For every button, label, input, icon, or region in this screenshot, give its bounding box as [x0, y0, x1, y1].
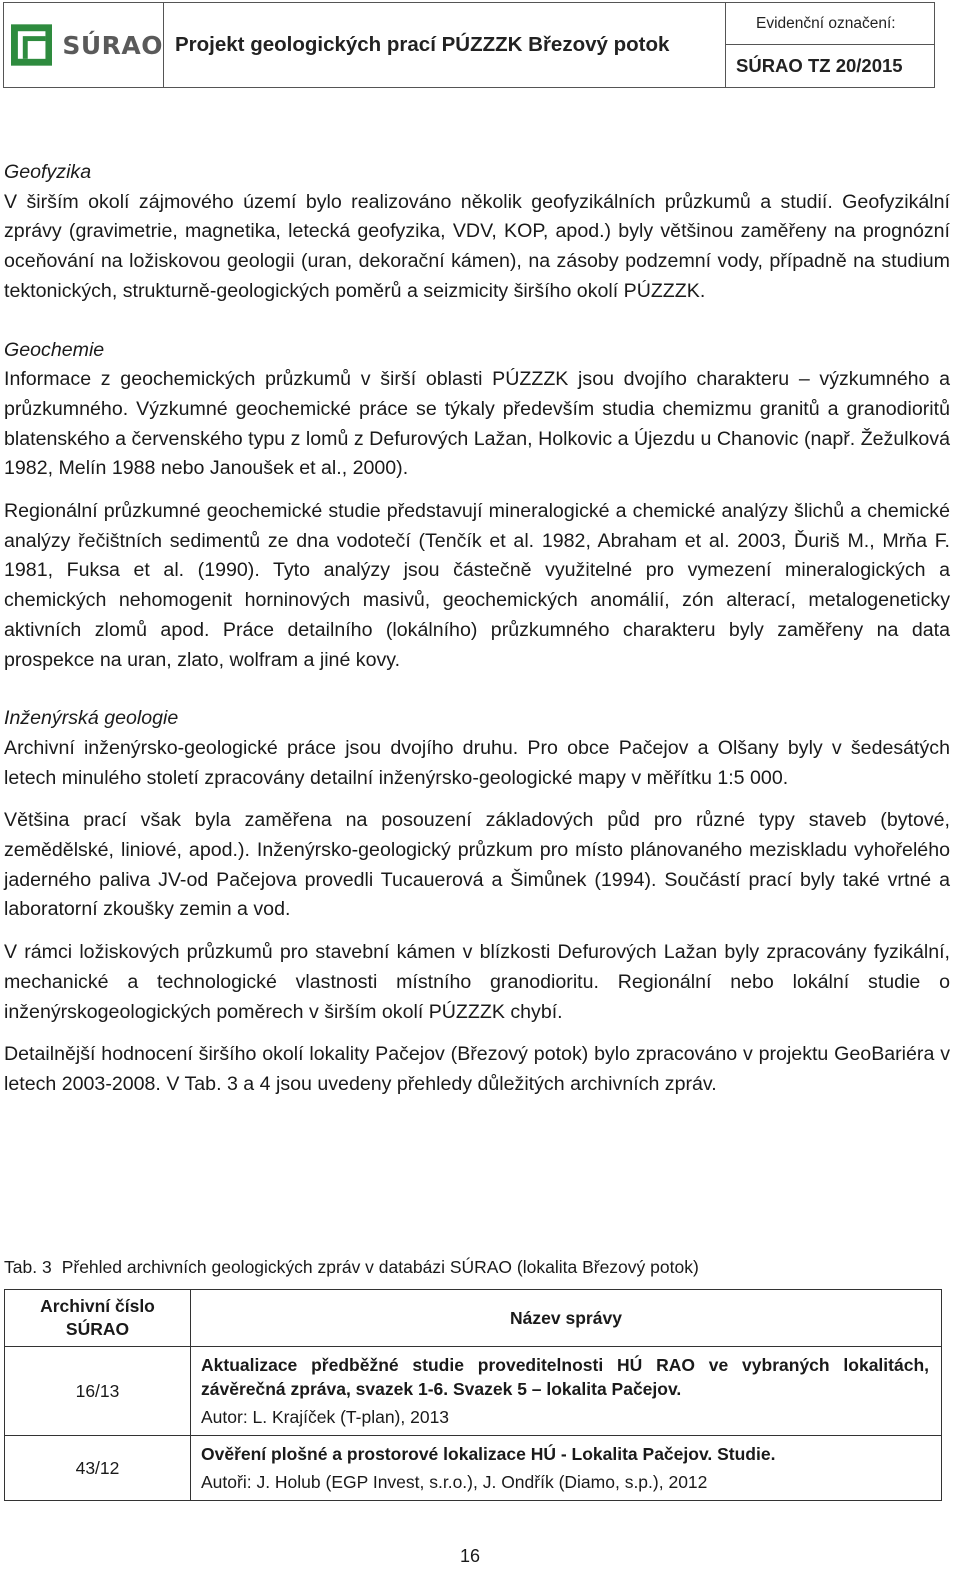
document-id-label: Evidenční označení: [726, 3, 934, 45]
paragraph-geofyzika-1: V širším okolí zájmového území bylo realizováno několik geofyzikálních průzkumů a studií. Geofyzikální zprávy (gravimetrie, magnetika, letecká geofyzika, VDV, KOP, apod.) byly většinou zaměřeny na prognózní oceňování na ložiskovou geologii (uran, dekorační kámen), na zásoby podzemní vody, případně na studium tektonických, strukturně-geologických poměrů a seizmicity širšího okolí PÚZZZK. [4, 190, 950, 302]
logo-text: SÚRAO [62, 30, 163, 60]
report-author: Autoři: J. Holub (EGP Invest, s.r.o.), J. Ondřík (Diamo, s.p.), 2012 [201, 1472, 708, 1492]
page-number: 16 [459, 1546, 481, 1566]
paragraph-inzenyrska-4: Detailnější hodnocení širšího okolí lokality Pačejov (Březový potok) bylo zpracováno v projektu GeoBariéra v letech 2003-2008. V Tab. 3 a 4 jsou uvedeny přehledy důležitých archivních zpráv. [4, 1043, 950, 1095]
report-author: Autor: L. Krajíček (T-plan), 2013 [201, 1407, 450, 1427]
section-heading-geochemie: Geochemie [4, 338, 105, 361]
paragraph-geochemie-2: Regionální průzkumné geochemické studie představují mineralogické a chemické analýzy šlichů a chemické analýzy řečištních sedimentů ze dna vodotečí (Tenčík et al. 1982, Abraham et al. 2003, Ďuriš M., Mrňa F. 1981, Fuksa et al. (1990). Tyto analýzy jsou částečně využitelné pro vymezení mineralogických a chemických nehomogenit horninových masivů, geochemických anomálií, zón alterací, metalogeneticky aktivních zlomů apod. Práce detailního (lokálního) průzkumného charakteru byly zaměřeny na data prospekce na uran, zlato, wolfram a jiné kovy. [4, 500, 950, 671]
project-title: Projekt geologických prací PÚZZZK Březový potok [164, 3, 726, 87]
paragraph-geochemie-1: Informace z geochemických průzkumů v širší oblasti PÚZZZK jsou dvojího charakteru – výzkumného a průzkumného. Výzkumné geochemické práce se týkaly především studia chemizmu granitů a granodioritů blatenského a červenského typu z lomů z Defurových Lažan, Holkovic a Újezdu u Chanovic (např. Žežulková 1982, Melín 1988 nebo Janoušek et al., 2000). [4, 368, 950, 480]
surao-logo-icon [11, 24, 52, 66]
archive-number-cell: 16/13 [5, 1347, 191, 1436]
archive-reports-table [4, 1289, 942, 1501]
document-id-box [726, 3, 934, 87]
report-cell [191, 1347, 942, 1436]
paragraph-inzenyrska-2: Většina prací však byla zaměřena na posouzení základových půd pro různé typy staveb (bytové, zemědělské, liniové, apod.). Inženýrsko-geologický průzkum pro místo plánovaného meziskladu vyhořelého jaderného paliva JV-od Pačejova provedli Tucauerová a Šimůnek (1994). Součástí prací byly také vrtné a laboratorní zkoušky zemin a vod. [4, 809, 950, 921]
table-header-row [5, 1290, 942, 1347]
archive-number-cell: 43/12 [5, 1436, 191, 1501]
column-header-archive-number: Archivní číslo SÚRAO [5, 1290, 191, 1347]
column-header-report-title: Název správy [191, 1290, 942, 1347]
paragraph-inzenyrska-1: Archivní inženýrsko-geologické práce jsou dvojího druhu. Pro obce Pačejov a Olšany byly v šedesátých letech minulého století zpracovány detailní inženýrsko-geologické mapy v měřítku 1:5 000. [4, 736, 950, 789]
section-heading-inzenyrska-geologie: Inženýrská geologie [4, 707, 179, 730]
table-caption-text: Přehled archivních geologických zpráv v databázi SÚRAO (lokalita Březový potok) [61, 1257, 699, 1277]
table-caption-number: Tab. 3 [4, 1257, 52, 1277]
report-cell [191, 1436, 942, 1501]
report-title: Aktualizace předběžné studie proveditelnosti HÚ RAO ve vybraných lokalitách, závěrečná zpráva, svazek 1-6. Svazek 5 – lokalita Pačejov. [201, 1355, 929, 1399]
document-id-value: SÚRAO TZ 20/2015 [736, 55, 903, 76]
table-row [5, 1436, 942, 1501]
paragraph-inzenyrska-3: V rámci ložiskových průzkumů pro stavební kámen v blízkosti Defurových Lažan byly zpracovány fyzikální, mechanické a technologické vlastnosti místního granodioritu. Regionální nebo lokální studie o inženýrskogeologických poměrech v širším okolí PÚZZZK chybí. [4, 941, 950, 1023]
report-title: Ověření plošné a prostorové lokalizace HÚ - Lokalita Pačejov. Studie. [201, 1444, 776, 1464]
table-caption [4, 1257, 699, 1278]
page-header [3, 2, 935, 88]
logo [4, 3, 164, 87]
document-body [4, 158, 950, 1100]
section-heading-geofyzika: Geofyzika [4, 161, 92, 183]
table-row [5, 1347, 942, 1436]
